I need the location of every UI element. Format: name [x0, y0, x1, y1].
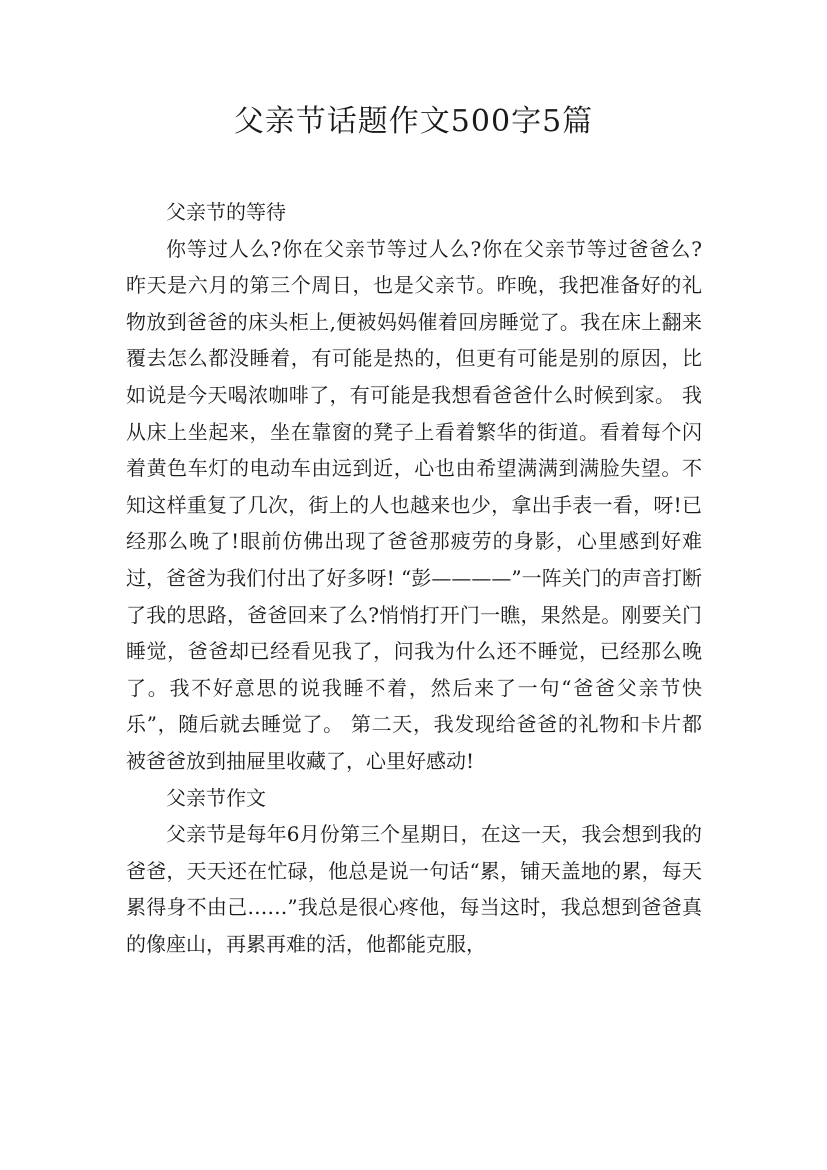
section-heading-1: 父亲节的等待 [166, 200, 286, 224]
section-paragraph-2: 父亲节是每年6月份第三个星期日，在这一天，我会想到我的爸爸，天天还在忙碌，他总是说一句话“累，铺天盖地的累，每天累得身不由己……”我总是很心疼他，每当这时，我总想到爸爸真的像座山，再累再难的活，他都能克服， [126, 822, 702, 956]
document-title: 父亲节话题作文500字5篇 [233, 104, 594, 139]
section-paragraph-1: 你等过人么?你在父亲节等过人么?你在父亲节等过爸爸么? 昨天是六月的第三个周日，也是父亲节。昨晚，我把准备好的礼物放到爸爸的床头柜上,便被妈妈催着回房睡觉了。我在床上翻来覆去怎么都没睡着，有可能是热的，但更有可能是别的原因，比如说是今天喝浓咖啡了，有可能是我想看爸爸什么时候到家。 我从床上坐起来，坐在靠窗的凳子上看着繁华的街道。看着每个闪着黄色车灯的电动车由远到近，心也由希望满满到满脸失望。不知这样重复了几次，街上的人也越来也少，拿出手表一看，呀!已经那么晚了!眼前仿佛出现了爸爸那疲劳的身影，心里感到好难过，爸爸为我们付出了好多呀! “彭————”一阵关门的声音打断了我的思路，爸爸回来了么?悄悄打开门一瞧，果然是。刚要关门睡觉，爸爸却已经看见我了，问我为什么还不睡觉，已经那么晚了。我不好意思的说我睡不着，然后来了一句“爸爸父亲节快乐”，随后就去睡觉了。 第二天，我发现给爸爸的礼物和卡片都被爸爸放到抽屉里收藏了，心里好感动! [126, 236, 702, 773]
document-body [126, 194, 702, 962]
section-heading-2: 父亲节作文 [166, 785, 266, 810]
